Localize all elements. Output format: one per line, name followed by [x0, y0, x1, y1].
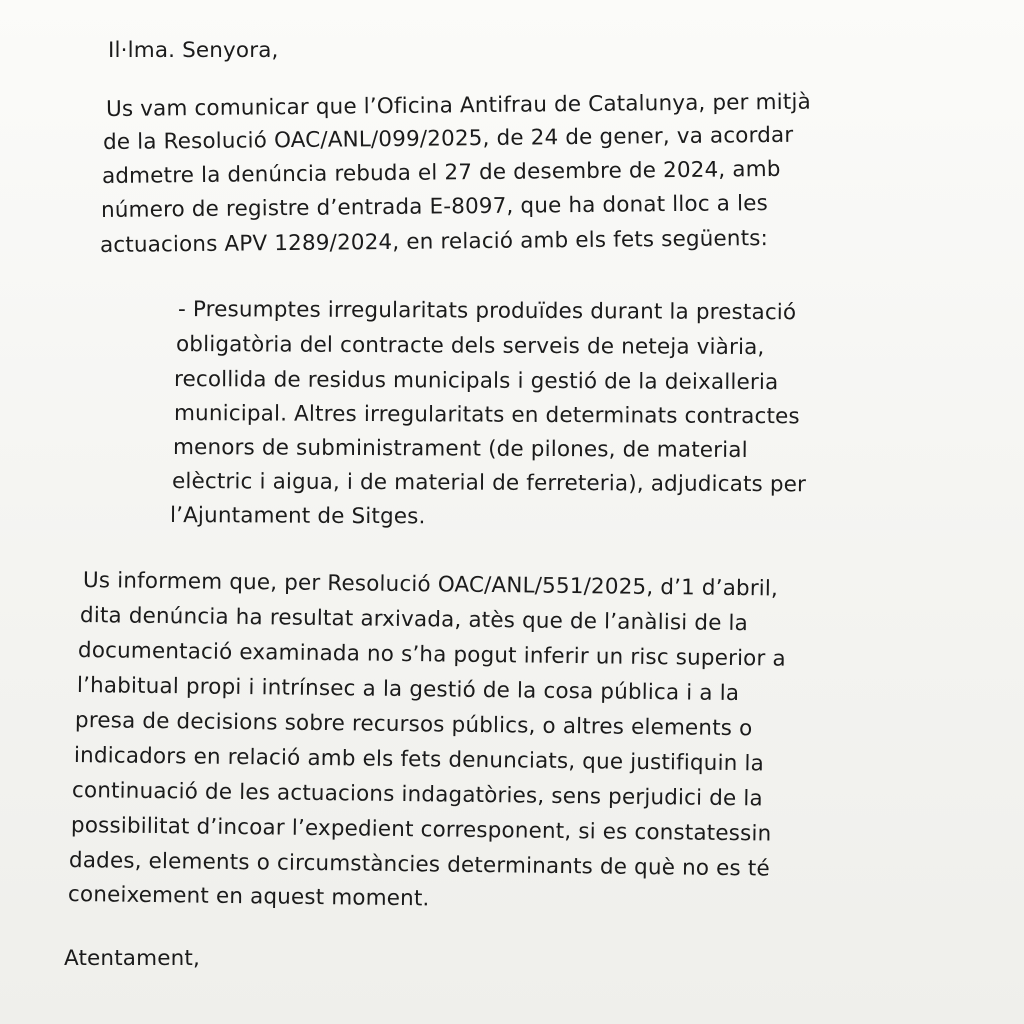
paragraph2-line-5: presa de decisions sobre recursos públics, o altres elements o: [74, 708, 753, 742]
paragraph2-line-8: possibilitat d’incoar l’expedient corresponent, si es constatessin: [70, 813, 772, 847]
paragraph2-line-2: dita denúncia ha resultat arxivada, atès que de l’anàlisi de la: [79, 603, 749, 637]
paragraph2-line-10: coneixement en aquest moment.: [67, 882, 430, 912]
paragraph1-line-4: número de registre d’entrada E-8097, que ha donat lloc a les: [100, 191, 769, 223]
paragraph2-line-4: l’habitual propi i intrínsec a la gestió de la cosa pública i a la: [76, 673, 740, 707]
paragraph1-line-1: Us vam comunicar que l’Oficina Antifrau de Catalunya, per mitjà: [105, 89, 811, 122]
paragraph2-line-6: indicadors en relació amb els fets denunciats, que justifiquin la: [73, 743, 765, 777]
quote-line-2: obligatòria del contracte dels serveis de neteja viària,: [175, 332, 765, 361]
paragraph1-line-5: actuacions APV 1289/2024, en relació amb els fets següents:: [99, 226, 769, 258]
paragraph1-line-2: de la Resolució OAC/ANL/099/2025, de 24 de gener, va acordar: [102, 122, 794, 155]
quote-line-5: menors de subministrament (de pilones, de material: [172, 435, 748, 464]
paragraph1-line-3: admetre la denúncia rebuda el 27 de desembre de 2024, amb: [101, 156, 781, 189]
quote-line-3: recollida de residus municipals i gestió de la deixalleria: [173, 367, 779, 396]
paragraph2-line-3: documentació examinada no s’ha pogut inferir un risc superior a: [77, 638, 786, 672]
quote-line-6: elèctric i aigua, i de material de ferreteria), adjudicats per: [171, 469, 807, 498]
closing: Atentament,: [64, 946, 200, 971]
paragraph2-line-9: dades, elements o circumstàncies determinants de què no es té: [68, 848, 770, 882]
quote-line-1: - Presumptes irregularitats produïdes durant la prestació: [177, 297, 797, 326]
paragraph2-line-7: continuació de les actuacions indagatòries, sens perjudici de la: [71, 778, 763, 812]
quote-line-4: municipal. Altres irregularitats en determinats contractes: [173, 401, 800, 430]
quote-line-7: l’Ajuntament de Sitges.: [169, 503, 426, 530]
salutation: Il·lma. Senyora,: [108, 38, 279, 63]
paragraph2-line-1: Us informem que, per Resolució OAC/ANL/551/2025, d’1 d’abril,: [82, 568, 779, 602]
